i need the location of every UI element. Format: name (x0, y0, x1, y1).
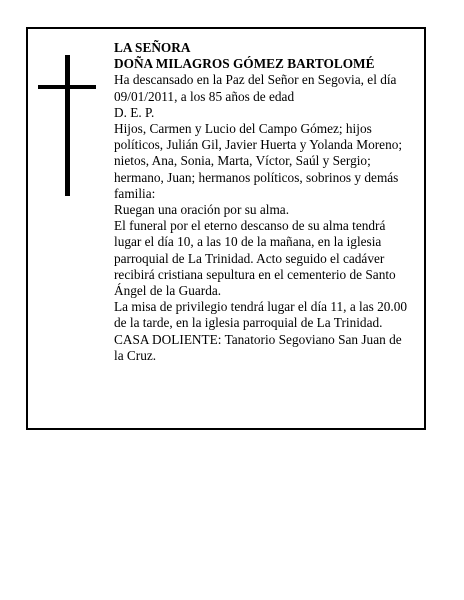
cross-vertical-bar (65, 55, 70, 196)
death-announcement-line: Ha descansado en la Paz del Señor en Segovia, el día (114, 72, 397, 88)
mourning-house-line: CASA DOLIENTE: Tanatorio Segoviano San Juan de (114, 331, 402, 347)
funeral-info-line: lugar el día 10, a las 10 de la mañana, en la iglesia (114, 234, 382, 250)
notice-heading-title: LA SEÑORA (114, 40, 191, 55)
family-line: políticos, Julián Gil, Javier Huerta y Yolanda Moreno; (114, 137, 403, 153)
obituary-text (114, 40, 418, 364)
rip-line: D. E. P. (114, 104, 155, 120)
mourning-house-line: la Cruz. (114, 347, 157, 363)
mass-info-line: de la tarde, en la iglesia parroquial de La Trinidad. (114, 315, 383, 331)
funeral-info-line: El funeral por el eterno descanso de su alma tendrá (114, 218, 386, 234)
cross-icon (38, 55, 96, 196)
funeral-info-line: Ángel de la Guarda. (114, 283, 222, 299)
family-line: nietos, Ana, Sonia, Marta, Víctor, Saúl y Sergio; (114, 153, 371, 169)
death-date-age-line: 09/01/2011, a los 85 años de edad (114, 88, 295, 104)
deceased-name: DOÑA MILAGROS GÓMEZ BARTOLOMÉ (114, 56, 375, 72)
family-line: hermano, Juan; hermanos políticos, sobrinos y demás (114, 169, 399, 185)
mass-info-line: La misa de privilegio tendrá lugar el día 11, a las 20.00 (114, 299, 408, 315)
family-line: familia: (114, 185, 156, 201)
funeral-info-line: parroquial de La Trinidad. Acto seguido el cadáver (114, 250, 385, 266)
prayer-request-line: Ruegan una oración por su alma. (114, 202, 290, 218)
family-line: Hijos, Carmen y Lucio del Campo Gómez; hijos (114, 121, 372, 137)
funeral-info-line: recibirá cristiana sepultura en el cementerio de Santo (114, 266, 396, 282)
cross-horizontal-bar (38, 85, 96, 89)
